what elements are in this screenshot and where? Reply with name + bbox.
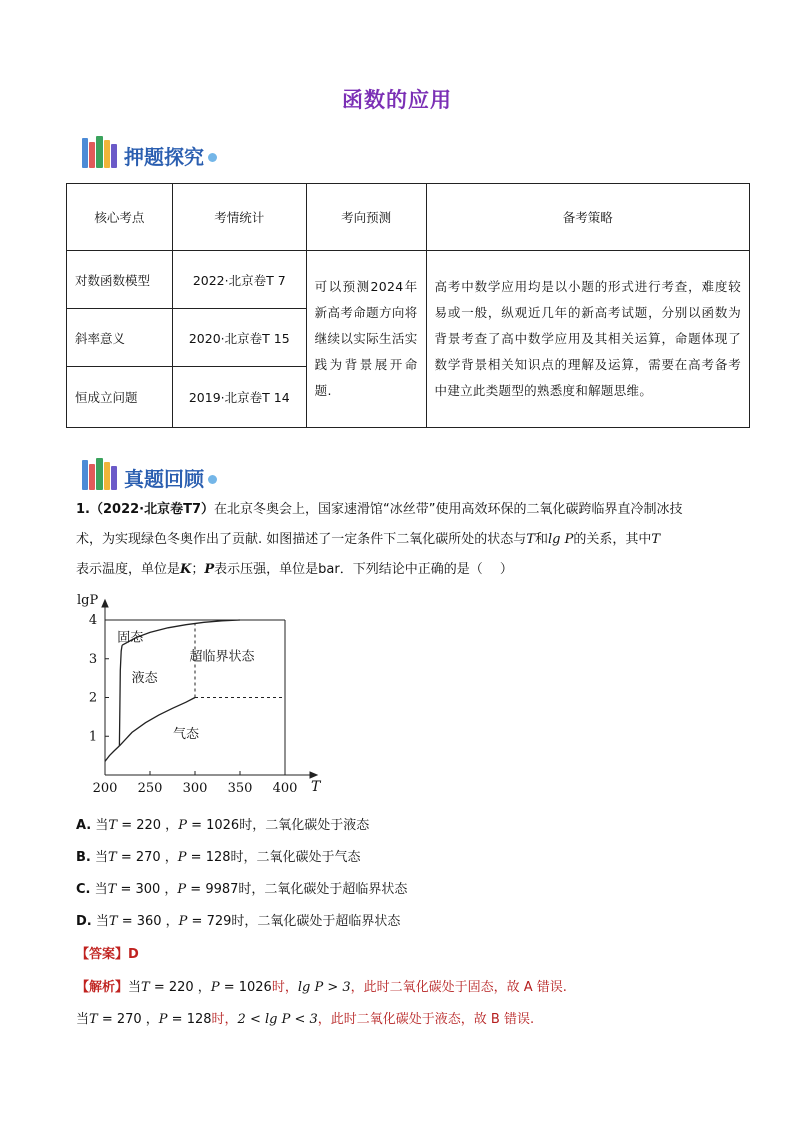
header-strategy: 备考策略 xyxy=(426,184,749,251)
question-line-1: 1.（2022·北京卷T7）在北京冬奥会上，国家速滑馆“冰丝带”使用高效环保的二氧化碳跨临界直冷制冰技 xyxy=(76,502,683,517)
exam-analysis-table xyxy=(66,183,750,428)
x-tick-label: 400 xyxy=(272,781,298,796)
books-icon xyxy=(80,458,122,492)
region-label: 超临界状态 xyxy=(189,649,255,665)
x-tick-label: 250 xyxy=(137,781,163,796)
x-tick-label: 350 xyxy=(227,781,253,796)
x-axis-label: T xyxy=(311,779,321,795)
question-text xyxy=(76,495,756,585)
option-b[interactable]: B. 当T = 270 ，P = 128时，二氧化碳处于气态 xyxy=(76,850,361,865)
option-d[interactable]: D. 当T = 360 ，P = 729时，二氧化碳处于超临界状态 xyxy=(76,914,401,929)
y-tick-label: 4 xyxy=(88,613,98,628)
section-header-explore xyxy=(80,130,217,170)
table-cell-prediction: 可以预测2024年新高考命题方向将继续以实际生活实践为背景展开命题. xyxy=(306,251,426,428)
table-cell-strategy: 高考中数学应用均是以小题的形式进行考查，难度较易或一般，纵观近几年的新高考试题，分别以函数为背景考查了高中数学应用及其相关运算，命题体现了数学背景相关知识点的理解及运算，需要在高考备考中建立此类题型的熟悉度和解题思维。 xyxy=(426,251,749,428)
phase-boundary-line xyxy=(105,746,119,762)
books-icon xyxy=(80,136,122,170)
x-tick-label: 200 xyxy=(92,781,118,796)
table-cell-point: 斜率意义 xyxy=(67,309,173,367)
table-cell-point: 恒成立问题 xyxy=(67,367,173,428)
phase-boundary-line xyxy=(119,645,122,746)
question-line-3: 表示温度，单位是K；P表示压强，单位是bar．下列结论中正确的是（ ） xyxy=(76,562,513,577)
x-tick-label: 300 xyxy=(182,781,208,796)
option-c[interactable]: C. 当T = 300 ，P = 9987时，二氧化碳处于超临界状态 xyxy=(76,882,408,897)
region-label: 气态 xyxy=(172,727,200,743)
x-axis-arrow xyxy=(310,772,317,778)
y-tick-label: 1 xyxy=(88,729,98,745)
region-label: 液态 xyxy=(131,671,158,686)
table-cell-stat: 2019·北京卷T 14 xyxy=(172,367,306,428)
explanation-line-1: 【解析】当T = 220 ，P = 1026时，lg P > 3，此时二氧化碳处于固态，故 A 错误. xyxy=(76,980,567,995)
section-header-review xyxy=(80,452,217,492)
header-exam-stat: 考情统计 xyxy=(172,184,306,251)
y-axis-label: lgP xyxy=(77,593,99,608)
table-cell-stat: 2022·北京卷T 7 xyxy=(172,251,306,309)
answer-line: 【答案】D xyxy=(76,947,139,962)
explanation-line-2: 当T = 270 ，P = 128时，2 < lg P < 3，此时二氧化碳处于液态，故 B 错误. xyxy=(76,1012,535,1027)
region-label: 固态 xyxy=(117,630,144,646)
option-a[interactable]: A. 当T = 220 ，P = 1026时，二氧化碳处于液态 xyxy=(76,818,370,833)
table-cell-point: 对数函数模型 xyxy=(67,251,173,309)
section-title: 真题回顾 xyxy=(124,467,204,491)
bullet-dot-icon xyxy=(208,475,217,484)
y-tick-label: 3 xyxy=(88,651,98,667)
header-prediction: 考向预测 xyxy=(306,184,426,251)
page-title: 函数的应用 xyxy=(342,88,452,112)
table-cell-stat: 2020·北京卷T 15 xyxy=(172,309,306,367)
co2-phase-diagram xyxy=(70,592,340,802)
question-line-2: 术，为实现绿色冬奥作出了贡献. 如图描述了一定条件下二氧化碳所处的状态与T和lg P的关系，其中T xyxy=(76,532,660,547)
section-title: 押题探究 xyxy=(124,145,204,169)
header-core-point: 核心考点 xyxy=(67,184,173,251)
bullet-dot-icon xyxy=(208,153,217,162)
y-axis-arrow xyxy=(102,600,108,607)
y-tick-label: 2 xyxy=(88,690,98,706)
